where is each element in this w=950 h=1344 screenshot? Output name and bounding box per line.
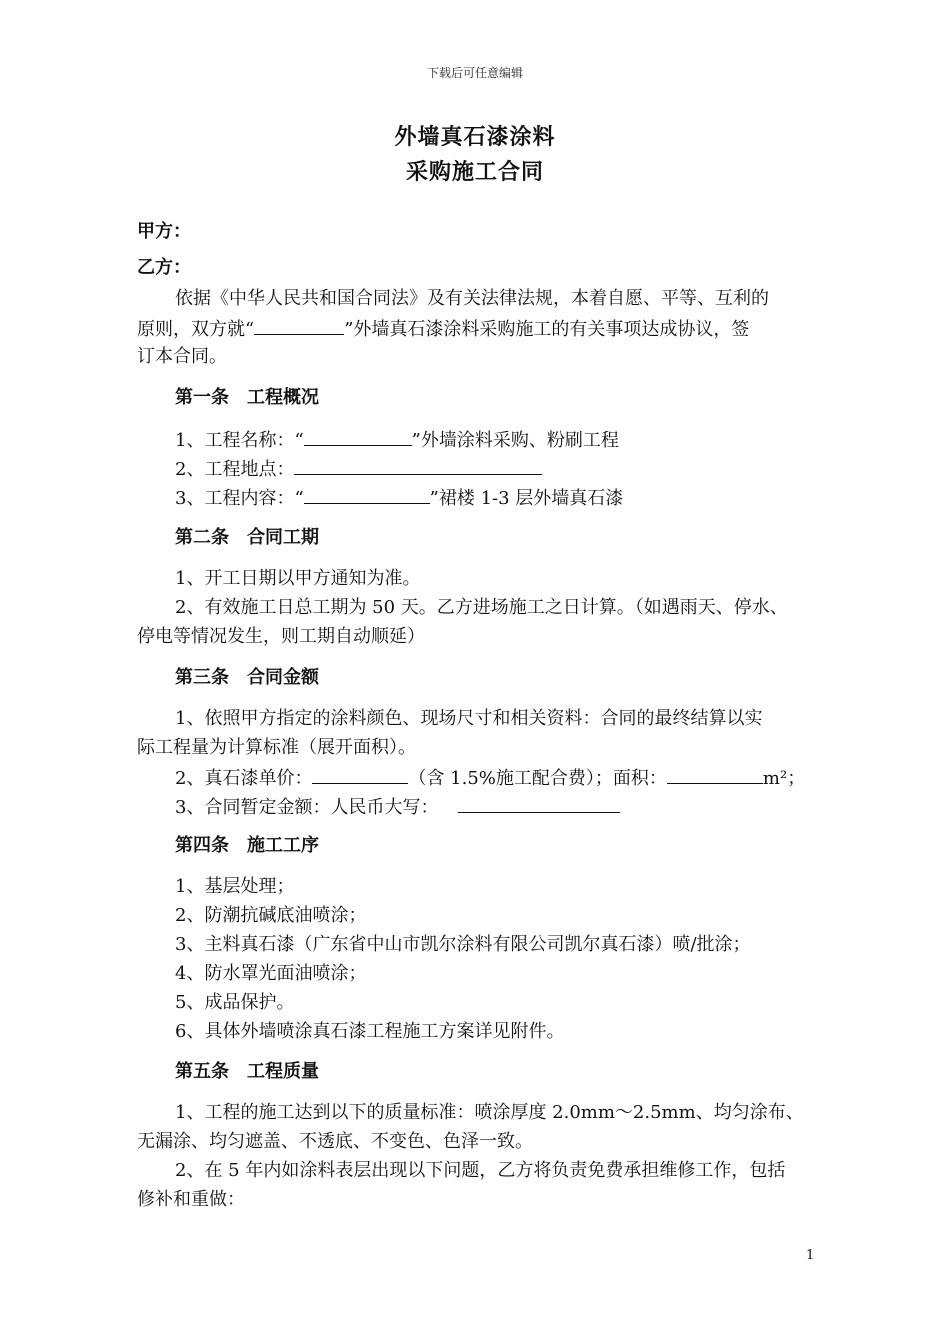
section-4-heading	[175, 832, 319, 860]
s2-item-2: 2、有效施工日总工期为 50 天。乙方进场施工之日计算。（如遇雨天、停水、	[175, 597, 788, 618]
title-line-1: 外墙真石漆涂料	[394, 125, 556, 150]
header-note: 下载后可任意编辑	[426, 66, 523, 80]
s3-item-2b: （含 1.5%施工配合费）；面积：	[408, 768, 667, 789]
s5-item-1: 1、工程的施工达到以下的质量标准：喷涂厚度 2.0mm～2.5mm、均匀涂布、	[175, 1102, 804, 1123]
section-5-number: 第五条	[175, 1061, 229, 1082]
area-blank	[667, 763, 763, 784]
s1-item-1b: ”外墙涂料采购、粉刷工程	[411, 430, 619, 451]
s4-item: 5、成品保护。	[175, 992, 295, 1013]
s4-item: 1、基层处理；	[175, 876, 295, 897]
s4-item: 3、主料真石漆（广东省中山市凯尔涂料有限公司凯尔真石漆）喷/批涂；	[175, 934, 751, 955]
s1-item-3a: 3、工程内容：“	[175, 488, 304, 509]
project-location-blank	[294, 454, 542, 475]
s3-item-2a: 2、真石漆单价：	[175, 768, 313, 789]
s5-item-1-cont: 无漏涂、均匀遮盖、不透底、不变色、色泽一致。	[137, 1131, 533, 1152]
project-content-blank	[304, 483, 430, 504]
page-number: 1	[806, 1248, 815, 1263]
section-2-heading	[175, 524, 319, 552]
intro-line-3: 订本合同。	[137, 346, 227, 367]
s1-item-1	[175, 425, 855, 455]
s4-item: 6、具体外墙喷涂真石漆工程施工方案详见附件。	[175, 1021, 565, 1042]
intro-line-2a: 原则，双方就“	[137, 319, 255, 340]
s4-item: 2、防潮抗碱底油喷涂；	[175, 905, 367, 926]
section-1-number: 第一条	[175, 387, 229, 408]
party-a-label: 甲方：	[137, 221, 191, 242]
section-1-title: 工程概况	[247, 387, 319, 408]
project-title-blank	[304, 425, 412, 446]
intro-line-1: 依据《中华人民共和国合同法》及有关法律法规，本着自愿、平等、互利的	[175, 288, 769, 309]
s1-item-2-label: 2、工程地点：	[175, 459, 295, 480]
s3-item-3-label: 3、合同暂定金额：人民币大写：	[175, 797, 439, 818]
s3-item-1-cont: 际工程量为计算标准（展开面积）。	[137, 737, 416, 758]
s1-item-2	[175, 454, 855, 484]
s2-item-1: 1、开工日期以甲方通知为准。	[175, 568, 421, 589]
s1-item-3	[175, 483, 855, 513]
s3-item-1: 1、依照甲方指定的涂料颜色、现场尺寸和相关资料：合同的最终结算以实	[175, 708, 763, 729]
title-line-2: 采购施工合同	[405, 160, 544, 185]
intro-line-2b: ”外墙真石漆涂料采购施工的有关事项达成协议，签	[344, 319, 750, 340]
s3-item-2	[175, 763, 855, 793]
s2-item-2-cont: 停电等情况发生，则工期自动顺延）	[137, 626, 425, 647]
s4-item: 4、防水罩光面油喷涂；	[175, 963, 367, 984]
intro-line-2	[137, 314, 817, 344]
amount-blank	[458, 792, 620, 813]
s1-item-3b: ”裙楼 1-3 层外墙真石漆	[429, 488, 624, 509]
s5-item-2: 2、在 5 年内如涂料表层出现以下问题，乙方将负责免费承担维修工作，包括	[175, 1160, 786, 1181]
section-4-title: 施工工序	[247, 835, 319, 856]
section-4-number: 第四条	[175, 835, 229, 856]
s3-item-3	[175, 792, 855, 822]
section-5-heading	[175, 1058, 319, 1086]
section-1-heading	[175, 384, 319, 412]
project-name-blank	[254, 314, 344, 335]
section-5-title: 工程质量	[247, 1061, 319, 1082]
section-3-heading	[175, 664, 319, 692]
s5-item-2-cont: 修补和重做：	[137, 1189, 245, 1210]
section-2-title: 合同工期	[247, 527, 319, 548]
unit-price-blank	[312, 763, 408, 784]
s1-item-1a: 1、工程名称：“	[175, 430, 304, 451]
section-2-number: 第二条	[175, 527, 229, 548]
section-3-number: 第三条	[175, 667, 229, 688]
party-b-label: 乙方：	[137, 257, 191, 278]
section-3-title: 合同金额	[247, 667, 319, 688]
s3-item-2c: m²；	[762, 768, 806, 789]
